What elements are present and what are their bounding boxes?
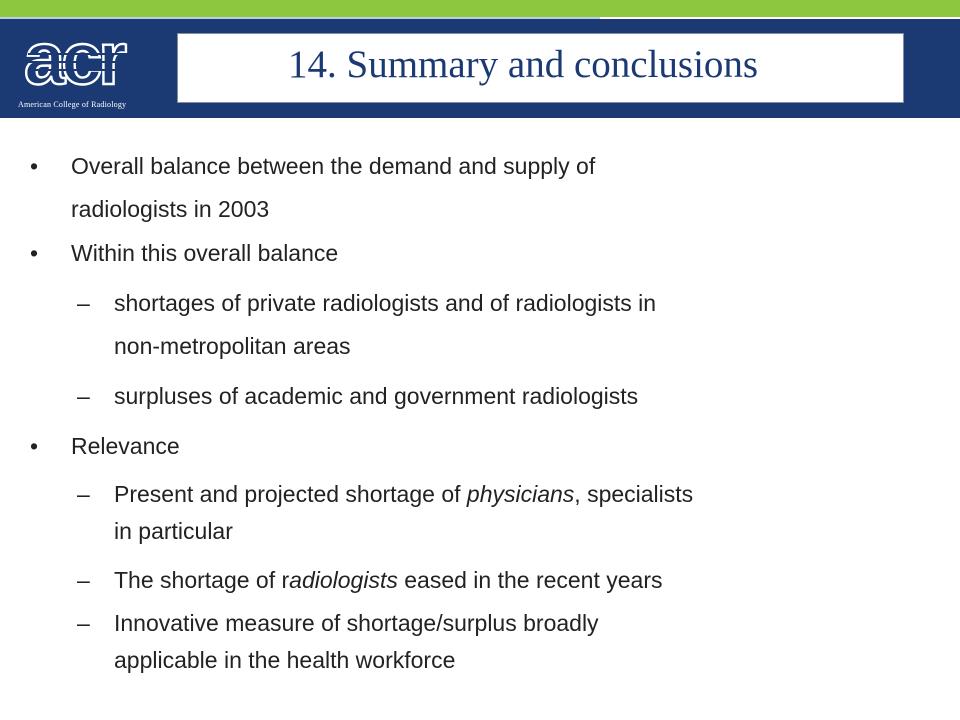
slide-title: 14. Summary and conclusions <box>288 43 759 86</box>
sub-bullet-text: Innovative measure of shortage/surplus broadly <box>114 610 599 636</box>
dash-marker: – <box>77 383 90 409</box>
dash-marker: – <box>77 567 90 593</box>
bullet-text: radiologists in 2003 <box>71 196 270 222</box>
sub-bullet-text: non-metropolitan areas <box>114 333 351 359</box>
bullet-text: Relevance <box>71 433 180 459</box>
sub-bullet-text: The shortage of radiologists eased in the recent years <box>114 567 663 593</box>
dash-marker: – <box>77 290 90 316</box>
bullet-marker: • <box>30 433 39 459</box>
acr-logo <box>20 22 170 104</box>
sub-bullet-text: applicable in the health workforce <box>114 647 456 673</box>
title-box <box>177 33 904 103</box>
sub-bullet-text: surpluses of academic and government radiologists <box>114 383 639 409</box>
sub-bullet-text: shortages of private radiologists and of radiologists in <box>114 290 657 316</box>
dash-marker: – <box>77 481 90 507</box>
top-accent-stripe <box>0 0 960 17</box>
bullet-text: Within this overall balance <box>71 240 339 266</box>
bullet-text: Overall balance between the demand and supply of <box>71 153 596 179</box>
sub-bullet-text: in particular <box>114 518 233 544</box>
svg-text:acr: acr <box>24 22 124 100</box>
sub-bullet-text: Present and projected shortage of physicians, specialists <box>114 481 694 507</box>
dash-marker: – <box>77 610 90 636</box>
bullet-marker: • <box>30 240 39 266</box>
logo-subtitle: American College of Radiology <box>18 100 127 109</box>
bullet-marker: • <box>30 153 39 179</box>
